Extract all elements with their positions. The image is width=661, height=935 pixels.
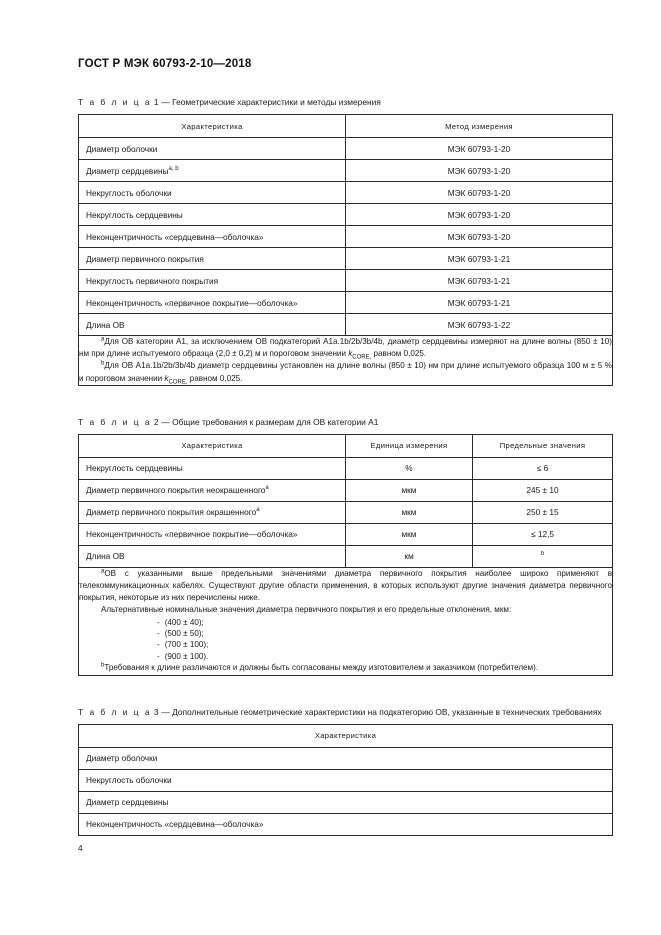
table1-caption-title: Геометрические характеристики и методы измерения: [172, 97, 381, 107]
table2-header-row: [79, 434, 613, 457]
table1-cell-characteristic: [79, 182, 346, 204]
table2-header-unit: Единица измерения: [346, 434, 473, 457]
table2-footnote-b: [79, 662, 612, 674]
table3-header-characteristic: Характеристика: [79, 724, 613, 747]
table2-header-characteristic: Характеристика: [79, 434, 346, 457]
footnote-marker-b: b: [101, 662, 105, 669]
table1-caption-number: 1: [153, 97, 160, 107]
table2-cell-characteristic: [79, 479, 346, 501]
table1-cell-method: МЭК 60793-1-20: [346, 226, 613, 248]
table2-caption-dash: —: [161, 416, 170, 427]
table-row: [79, 248, 613, 270]
table3-cell-characteristic: Неконцентричность «сердцевина—оболочка»: [79, 813, 613, 835]
table1-footnote-ref: a, b: [168, 165, 179, 172]
table2-footnote-ref: a: [265, 485, 269, 492]
table2-alt-intro: Альтернативные номинальные значения диаметра первичного покрытия и его предельные отклонения, мкм:: [101, 605, 512, 615]
footnote-marker-a: a: [101, 336, 105, 343]
table3-cell-characteristic: Некруглость оболочки: [79, 769, 613, 791]
table2-cell-limit: 250 ± 15: [473, 501, 613, 523]
footnote-marker-b: b: [101, 360, 105, 367]
table-row: [79, 182, 613, 204]
table2-cell-characteristic: [79, 457, 346, 479]
table2-cell-unit: мкм: [346, 501, 473, 523]
table1-cell-characteristic: [79, 314, 346, 336]
table2-caption-number: 2: [153, 416, 160, 427]
table2-cell-characteristic: [79, 545, 346, 567]
table1-header-characteristic: Характеристика: [79, 115, 346, 138]
table3-body: [79, 747, 613, 835]
table1-characteristic-text: Диаметр сердцевины: [86, 165, 169, 176]
table-row: [79, 501, 613, 523]
table2-footnotes-row: [79, 567, 613, 675]
table-row: [79, 160, 613, 182]
table2: [78, 434, 613, 676]
table1-cell-method: МЭК 60793-1-20: [346, 138, 613, 160]
footnote-b-subscript: CORE,: [168, 379, 188, 386]
footnote-b-text: Требования к длине различаются и должны быть согласованы между изготовителем и заказчиком (потребителем).: [104, 663, 539, 673]
list-item: [157, 651, 612, 662]
list-dash: -: [157, 651, 160, 661]
table-row: [79, 523, 613, 545]
table2-cell-unit: мкм: [346, 479, 473, 501]
table2-cell-limit: 245 ± 10: [473, 479, 613, 501]
footnote-a-text: ОВ с указанными выше предельными значениями диаметра первичного покрытия наиболее широко применяют в телекоммуникационных кабелях. Существуют другие области применения, в которых используют другие значения диаметра первичного покрытия, некоторые из них перечислены ниже.: [79, 568, 612, 603]
table1-footnotes: [79, 336, 613, 386]
table3-caption: [78, 706, 612, 718]
table-row: [79, 479, 613, 501]
table2-footnote-ref: a: [256, 507, 260, 514]
table1-cell-method: МЭК 60793-1-20: [346, 160, 613, 182]
spacer-after-table2: [78, 676, 612, 706]
table2-cell-characteristic: [79, 523, 346, 545]
table2-footnote-a: [79, 568, 612, 604]
alt-value: (900 ± 100).: [164, 651, 209, 661]
alt-value: (400 ± 40);: [164, 617, 204, 627]
table-row: [79, 226, 613, 248]
alt-value: (700 ± 100);: [164, 640, 209, 650]
table-row: [79, 791, 613, 813]
table-row: [79, 292, 613, 314]
table1-cell-characteristic: [79, 270, 346, 292]
table3: [78, 724, 613, 836]
footnote-a-text-part1: Для ОВ категории А1, за исключением ОВ подкатегорий А1а.1b/2b/3b/4b, диаметр сердцевины измеряют на длине волны (850 ± 10) нм при длине испытуемого образца (2,0 ± 0,2) м и пороговом значении: [79, 337, 612, 359]
table2-cell-unit: мкм: [346, 523, 473, 545]
page-number: 4: [78, 843, 83, 853]
table1-cell-characteristic: [79, 226, 346, 248]
table3-caption-dash: —: [161, 706, 170, 717]
table-row: [79, 138, 613, 160]
table1-characteristic-text: Неконцентричность «сердцевина—оболочка»: [86, 231, 264, 242]
table2-alt-values-list: [79, 617, 612, 663]
table1-caption-dash: —: [161, 97, 170, 107]
table3-cell-characteristic: Диаметр сердцевины: [79, 791, 613, 813]
table-row: [79, 457, 613, 479]
list-item: [157, 628, 612, 639]
table1-characteristic-text: Неконцентричность «первичное покрытие—оболочка»: [86, 297, 298, 308]
table1-cell-characteristic: [79, 138, 346, 160]
table2-cell-limit: ≤ 12,5: [473, 523, 613, 545]
table2-header-limit: Предельные значения: [473, 434, 613, 457]
table3-cell-characteristic: Диаметр оболочки: [79, 747, 613, 769]
table2-body: [79, 457, 613, 675]
table1-cell-characteristic: [79, 292, 346, 314]
spacer-after-table1: [78, 386, 612, 416]
footnote-a-text-part2: равном 0,025.: [371, 349, 427, 359]
table2-characteristic-text: Некруглость сердцевины: [86, 463, 183, 474]
table-row: [79, 270, 613, 292]
table1-cell-method: МЭК 60793-1-22: [346, 314, 613, 336]
table1-cell-method: МЭК 60793-1-21: [346, 292, 613, 314]
table1-cell-method: МЭК 60793-1-21: [346, 248, 613, 270]
alt-value: (500 ± 50);: [164, 628, 204, 638]
table1-caption-label: Т а б л и ц а: [78, 97, 152, 107]
list-item: [157, 639, 612, 650]
table2-cell-limit: ≤ 6: [473, 457, 613, 479]
footnote-marker-a: a: [101, 568, 105, 575]
document-standard-header: ГОСТ Р МЭК 60793-2-10—2018: [78, 58, 252, 70]
table1-header-method: Метод измерения: [346, 115, 613, 138]
table2-cell-characteristic: [79, 501, 346, 523]
table-row: [79, 545, 613, 567]
table-row: [79, 747, 613, 769]
list-dash: -: [157, 617, 160, 627]
footnote-b-symbol: k: [164, 373, 169, 383]
table1-characteristic-text: Некруглость первичного покрытия: [86, 275, 219, 286]
table2-cell-unit: %: [346, 457, 473, 479]
table-row: [79, 314, 613, 336]
table1-cell-method: МЭК 60793-1-21: [346, 270, 613, 292]
page-content: [78, 58, 612, 836]
table1-characteristic-text: Диаметр оболочки: [86, 143, 158, 154]
table2-characteristic-text: Диаметр первичного покрытия окрашенного: [86, 507, 257, 518]
footnote-a-subscript: CORE,: [352, 354, 372, 361]
table-row: [79, 204, 613, 226]
table3-caption-number: 3: [153, 706, 160, 717]
footnote-a-symbol: k: [348, 349, 353, 359]
table-row: [79, 813, 613, 835]
table1-characteristic-text: Длина ОВ: [86, 319, 125, 330]
table1-header-row: [79, 115, 613, 138]
table2-cell-limit: [473, 545, 613, 567]
table2-limit-footnote-ref: b: [540, 551, 545, 558]
list-dash: -: [157, 628, 160, 638]
table1-body: [79, 138, 613, 386]
table1-cell-characteristic: [79, 204, 346, 226]
table2-caption-title: Общие требования к размерам для ОВ категории А1: [172, 416, 379, 427]
table3-header-row: [79, 724, 613, 747]
table3-caption-title: Дополнительные геометрические характеристики на подкатегорию ОВ, указанные в технических требованиях: [172, 706, 602, 717]
table3-caption-label: Т а б л и ц а: [78, 706, 152, 717]
table1-footnote-b: [79, 360, 612, 384]
table1-caption: [78, 96, 612, 108]
table1-footnote-a: [79, 336, 612, 360]
table2-footnotes: [79, 567, 613, 675]
list-dash: -: [157, 640, 160, 650]
table2-caption: [78, 416, 612, 428]
table2-cell-unit: км: [346, 545, 473, 567]
list-item: [157, 617, 612, 628]
table2-characteristic-text: Длина ОВ: [86, 551, 125, 562]
table1-cell-method: МЭК 60793-1-20: [346, 204, 613, 226]
table-row: [79, 769, 613, 791]
table1-characteristic-text: Некруглость сердцевины: [86, 209, 183, 220]
table1-footnotes-row: [79, 336, 613, 386]
table1-cell-characteristic: [79, 248, 346, 270]
table2-characteristic-text: Диаметр первичного покрытия неокрашенного: [86, 485, 266, 496]
table1: [78, 114, 613, 386]
table2-characteristic-text: Неконцентричность «первичное покрытие—оболочка»: [86, 529, 298, 540]
footnote-b-text-part2: равном 0,025.: [187, 373, 243, 383]
table1-characteristic-text: Некруглость оболочки: [86, 187, 172, 198]
table1-cell-method: МЭК 60793-1-20: [346, 182, 613, 204]
table2-caption-label: Т а б л и ц а: [78, 416, 152, 427]
table1-characteristic-text: Диаметр первичного покрытия: [86, 253, 204, 264]
table1-cell-characteristic: [79, 160, 346, 182]
footnote-b-text-part1: Для ОВ А1а.1b/2b/3b/4b диаметр сердцевины установлен на длине волны (850 ± 10) нм при длине испытуемого образца 100 м ± 5 % и пороговом значении: [79, 361, 612, 383]
